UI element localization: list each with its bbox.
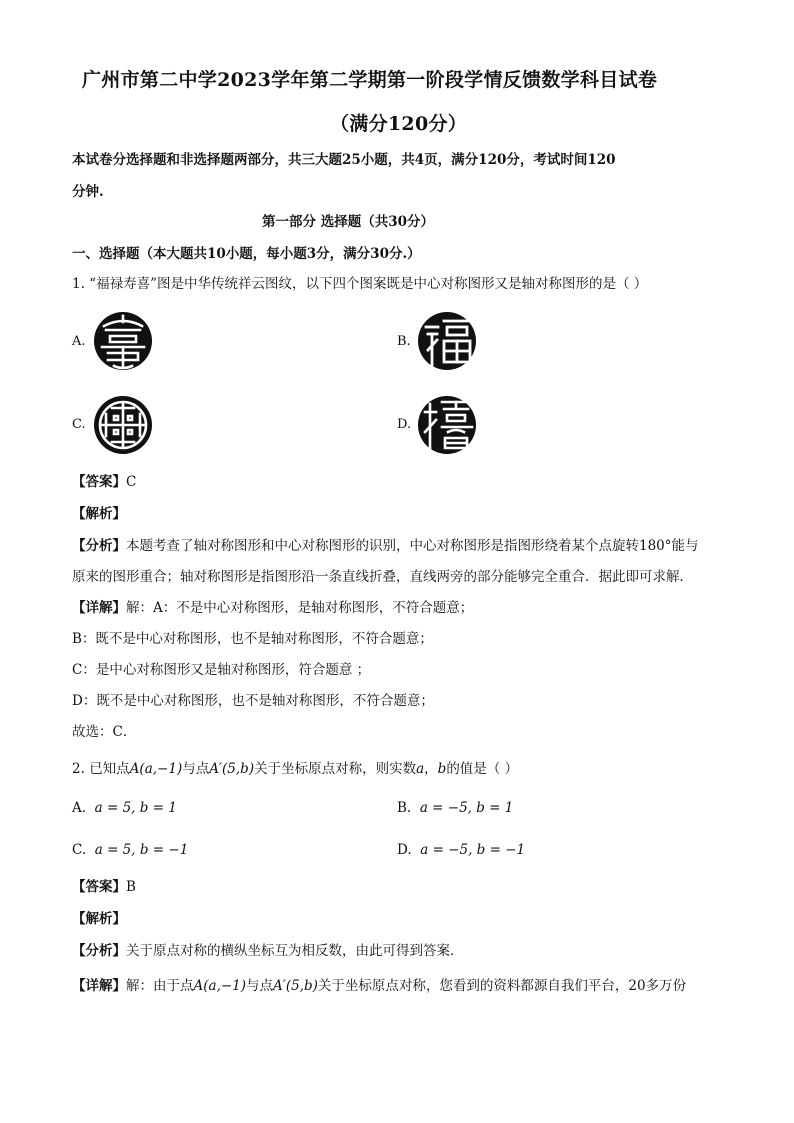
fenxi-tag: 【分析】 [72, 943, 126, 959]
q1-option-a-letter: A. [72, 334, 86, 349]
option-letter: B. [397, 800, 412, 816]
detail-text: 解：A：不是中心对称图形，是轴对称图形，不符合题意； [126, 600, 474, 616]
q2-var-a: a [416, 761, 425, 777]
answer-tag: 【答案】 [72, 879, 126, 895]
option-letter: D. [397, 842, 412, 858]
intro-line-1: 本试卷分选择题和非选择题两部分，共三大题25小题，共4页，满分120分，考试时间120 [72, 152, 616, 168]
detail-point-a-prime: A′(5,b) [273, 978, 318, 994]
q1-answer [72, 472, 136, 492]
fenxi-tag: 【分析】 [72, 538, 126, 554]
q2-point-a: A(a,−1) [129, 761, 183, 777]
detail-text-c: 关于坐标原点对称，您看到的资料都源自我们平台，20多万份 [317, 978, 687, 994]
q2-stem-d: 的值是（ ） [446, 761, 519, 777]
detail-tag: 【详解】 [72, 978, 126, 994]
answer-tag: 【答案】 [72, 474, 126, 490]
q2-stem-b: 与点 [182, 761, 210, 777]
answer-value: B [126, 879, 136, 895]
q1-conclusion: 故选：C． [72, 724, 137, 740]
fu-symbol-icon [416, 310, 478, 372]
q1-detail-line-1 [72, 598, 473, 618]
q2-point-a-prime: A′(5,b) [209, 761, 255, 777]
q1-fenxi-line-1 [72, 536, 699, 556]
intro-line-2: 分钟. [72, 184, 104, 200]
q2-stem [72, 759, 518, 779]
full-score-subtitle: （满分120分） [330, 113, 468, 135]
q1-option-d-letter: D. [397, 417, 412, 432]
q1-option-c-letter: C. [72, 417, 86, 432]
q2-option-d [397, 840, 525, 860]
q1-fenxi-line-2: 原来的图形重合；轴对称图形是指图形沿一条直线折叠，直线两旁的部分能够完全重合．据此即可求解． [72, 569, 693, 585]
fenxi-text: 本题考查了轴对称图形和中心对称图形的识别，中心对称图形是指图形绕着某个点旋转180°能与 [126, 538, 699, 554]
option-letter: A. [72, 800, 87, 816]
q2-detail [72, 976, 686, 996]
q2-analysis-tag: 【解析】 [72, 911, 126, 927]
q2-fenxi [72, 941, 464, 961]
detail-text-b: 与点 [246, 978, 274, 994]
exam-title: 广州市第二中学2023学年第二学期第一阶段学情反馈数学科目试卷 [82, 69, 658, 91]
q2-comma: ， [424, 761, 438, 777]
q1-option-b-letter: B. [397, 334, 411, 349]
q2-stem-a: 已知点 [89, 761, 130, 777]
answer-value: C [126, 474, 137, 490]
q1-analysis-tag: 【解析】 [72, 506, 126, 522]
detail-point-a: A(a,−1) [193, 978, 247, 994]
q2-var-b: b [437, 761, 447, 777]
q2-number: 2. [72, 761, 85, 777]
detail-text-a: 解：由于点 [126, 978, 194, 994]
q2-option-b [397, 798, 513, 818]
section-heading: 第一部分 选择题（共30分） [262, 214, 434, 230]
q1-detail-line-3: C：是中心对称图形又是轴对称图形，符合题意 ； [72, 662, 371, 678]
shou-symbol-icon [92, 310, 154, 372]
q1-stem: 1. “福禄寿喜”图是中华传统祥云图纹，以下四个图案既是中心对称图形又是轴对称图形的是（ ） [72, 276, 648, 292]
q2-option-a [72, 798, 177, 818]
option-expr: a = 5, b = 1 [94, 800, 177, 816]
fenxi-text: 关于原点对称的横纵坐标互为相反数，由此可得到答案． [126, 943, 464, 959]
option-expr: a = −5, b = 1 [419, 800, 514, 816]
option-expr: a = 5, b = −1 [94, 842, 189, 858]
part-heading: 一、选择题（本大题共10小题，每小题3分，满分30分.） [72, 246, 421, 262]
detail-tag: 【详解】 [72, 600, 126, 616]
q1-detail-line-2: B：既不是中心对称图形，也不是轴对称图形，不符合题意； [72, 631, 433, 647]
round-lu-symbol-icon [92, 394, 154, 456]
option-expr: a = −5, b = −1 [420, 842, 526, 858]
q2-answer [72, 877, 136, 897]
xi-symbol-icon [416, 394, 478, 456]
option-letter: C. [72, 842, 87, 858]
q2-option-c [72, 840, 188, 860]
q2-stem-c: 关于坐标原点对称，则实数 [254, 761, 417, 777]
q1-detail-line-4: D：既不是中心对称图形，也不是轴对称图形，不符合题意； [72, 693, 434, 709]
